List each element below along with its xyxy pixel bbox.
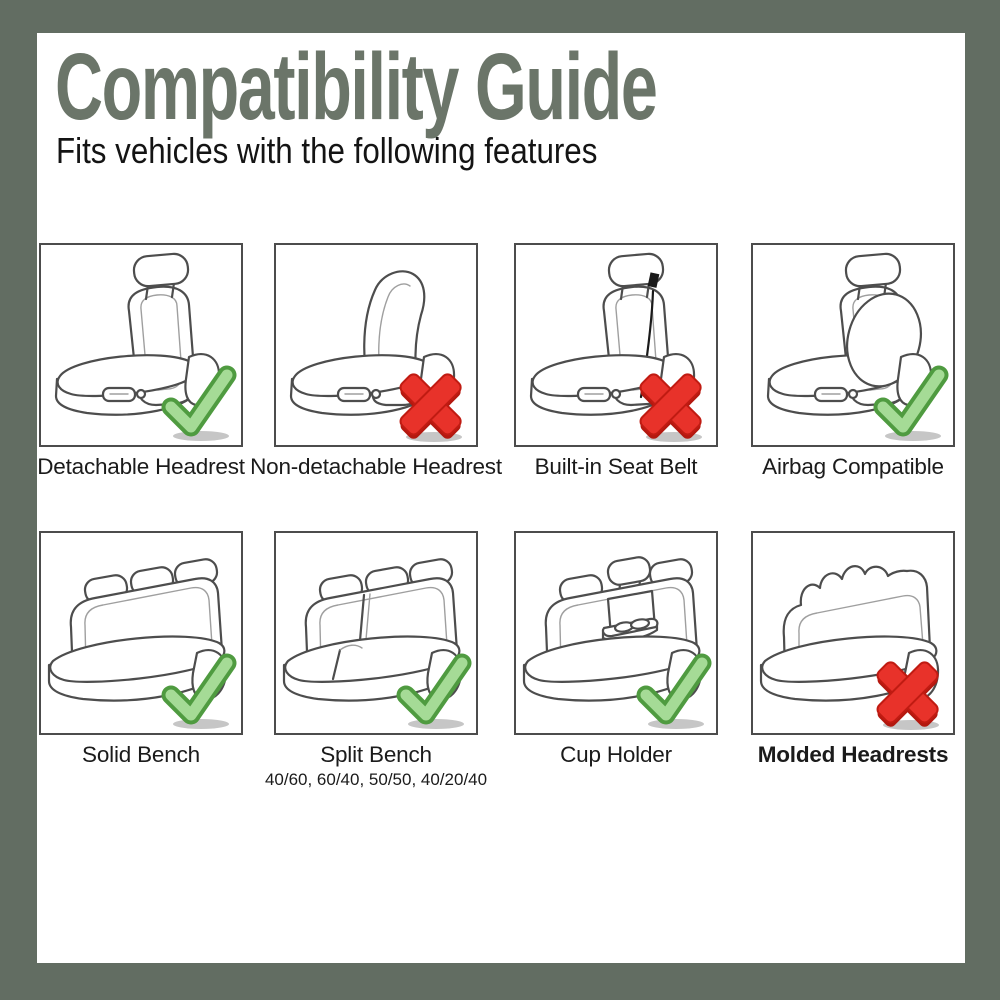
feature-cell [39, 243, 243, 480]
feature-cell [751, 531, 955, 768]
feature-label: Molded Headrests [757, 742, 949, 767]
cross-icon [630, 363, 714, 443]
feature-caption [264, 742, 488, 790]
feature-box [514, 531, 718, 735]
feature-caption [514, 742, 718, 768]
feature-sublabel: 40/60, 60/40, 50/50, 40/20/40 [264, 770, 488, 789]
feature-label: Split Bench [320, 742, 432, 767]
feature-box [274, 531, 478, 735]
feature-cell [751, 243, 955, 480]
cross-icon [867, 651, 951, 731]
feature-cell [514, 531, 718, 768]
check-icon [155, 363, 239, 443]
content-sheet [37, 33, 965, 963]
feature-caption [39, 742, 243, 768]
feature-box [751, 531, 955, 735]
feature-label: Detachable Headrest [37, 454, 245, 479]
feature-box [751, 243, 955, 447]
feature-box [39, 243, 243, 447]
page-subtitle: Fits vehicles with the following features [56, 130, 598, 171]
feature-box [39, 531, 243, 735]
feature-caption [514, 454, 718, 480]
page-title: Compatibility Guide [55, 34, 657, 140]
cross-icon [390, 363, 474, 443]
feature-caption [39, 454, 243, 480]
feature-label: Solid Bench [82, 742, 200, 767]
feature-cell [39, 531, 243, 768]
feature-cell [514, 243, 718, 480]
feature-box [274, 243, 478, 447]
check-icon [867, 363, 951, 443]
feature-label: Non-detachable Headrest [250, 454, 502, 479]
check-icon [390, 651, 474, 731]
feature-label: Built-in Seat Belt [534, 454, 698, 479]
check-icon [155, 651, 239, 731]
feature-label: Cup Holder [560, 742, 672, 767]
check-icon [630, 651, 714, 731]
feature-cell [264, 531, 488, 790]
feature-caption [250, 454, 502, 480]
feature-box [514, 243, 718, 447]
feature-label: Airbag Compatible [762, 454, 944, 479]
feature-cell [250, 243, 502, 480]
feature-caption [751, 742, 955, 768]
feature-caption [751, 454, 955, 480]
